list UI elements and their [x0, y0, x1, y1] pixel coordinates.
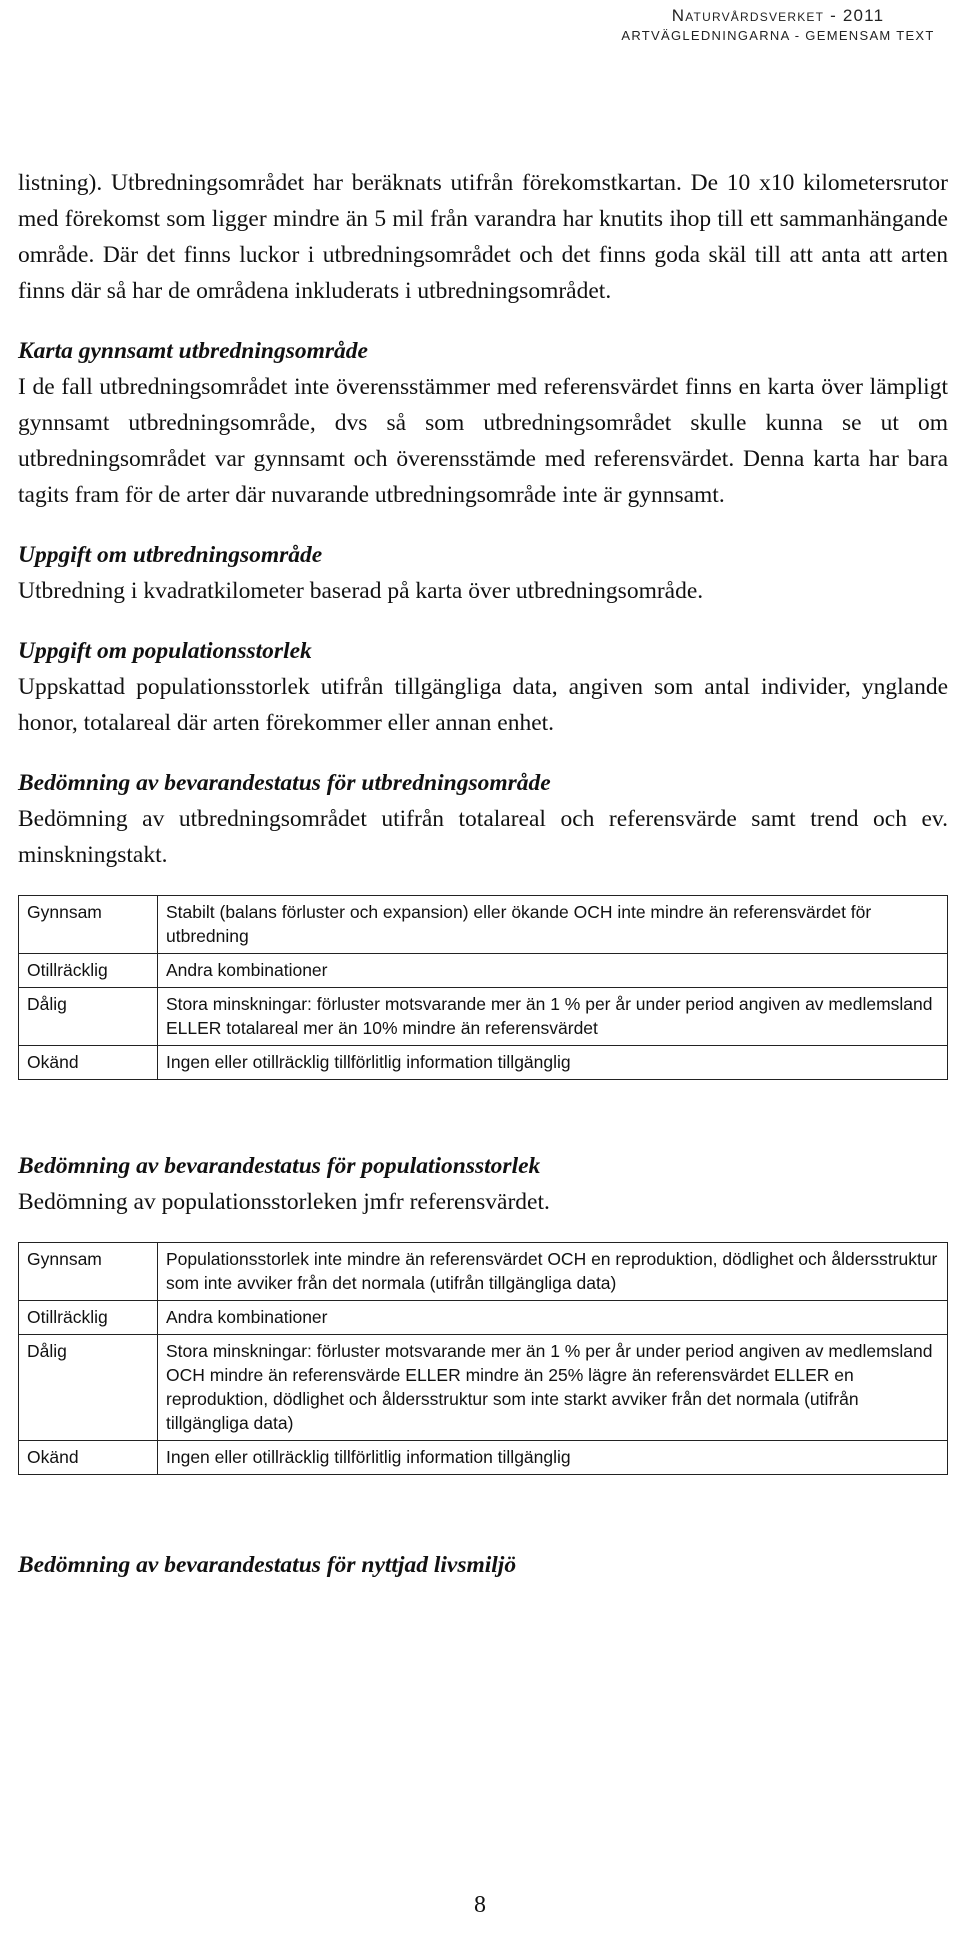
- table-row: [19, 1335, 948, 1441]
- status-table-population: [18, 1242, 948, 1475]
- section-population: [18, 633, 948, 741]
- section-bedomning-livsmiljo: [18, 1547, 948, 1583]
- table-row: [19, 1046, 948, 1080]
- status-label: Dålig: [19, 1335, 158, 1441]
- table-population-wrap: [18, 1242, 948, 1475]
- table-row: [19, 1301, 948, 1335]
- status-label: Gynnsam: [19, 1243, 158, 1301]
- section-utbredning: [18, 537, 948, 609]
- table-row: [19, 954, 948, 988]
- status-description: Stora minskningar: förluster motsvarande mer än 1 % per år under period angiven av medlemsland ELLER totalareal mer än 10% mindre än referensvärdet: [158, 988, 948, 1046]
- status-label: Otillräcklig: [19, 954, 158, 988]
- status-description: Andra kombinationer: [158, 954, 948, 988]
- status-description: Ingen eller otillräcklig tillförlitlig information tillgänglig: [158, 1046, 948, 1080]
- section-heading: Uppgift om populationsstorlek: [18, 638, 312, 664]
- table-row: [19, 896, 948, 954]
- status-description: Stabilt (balans förluster och expansion) eller ökande OCH inte mindre än referensvärdet för utbredning: [158, 896, 948, 954]
- section-karta: [18, 333, 948, 513]
- header-series: ARTVÄGLEDNINGARNA - GEMENSAM TEXT: [621, 28, 935, 43]
- table-utbredning-wrap: [18, 895, 948, 1080]
- section-bedomning-utbredning: [18, 765, 948, 873]
- status-description: Stora minskningar: förluster motsvarande mer än 1 % per år under period angiven av medlemsland OCH mindre än referensvärde ELLER mindre än 25% lägre än referensvärdet ELLER en reproduktion, dödlighet och åldersstruktur som inte starkt avviker från det normala (utifrån tillgängliga data): [158, 1335, 948, 1441]
- status-description: Ingen eller otillräcklig tillförlitlig information tillgänglig: [158, 1441, 948, 1475]
- section-heading: Karta gynnsamt utbredningsområde: [18, 338, 368, 364]
- header-publisher: Naturvårdsverket - 2011: [671, 6, 885, 25]
- document-body: [18, 165, 948, 1583]
- intro-paragraph: listning). Utbredningsområdet har beräknats utifrån förekomstkartan. De 10 x10 kilometersrutor med förekomst som ligger mindre än 5 mil från varandra har knutits ihop till ett sammanhängande område. Där det finns luckor i utbredningsområdet och det finns goda skäl till att anta att arten finns där så har de områdena inkluderats i utbredningsområdet.: [18, 170, 948, 304]
- table-row: [19, 1441, 948, 1475]
- status-label: Okänd: [19, 1046, 158, 1080]
- status-description: Andra kombinationer: [158, 1301, 948, 1335]
- page-number: 8: [474, 1892, 486, 1918]
- table-row: [19, 1243, 948, 1301]
- section-heading: Bedömning av bevarandestatus för utbredningsområde: [18, 770, 551, 796]
- page-header: [618, 6, 938, 43]
- status-label: Dålig: [19, 988, 158, 1046]
- section-bedomning-population: [18, 1148, 948, 1220]
- status-table-utbredning: [18, 895, 948, 1080]
- section-text: Utbredning i kvadratkilometer baserad på karta över utbredningsområde.: [18, 578, 704, 604]
- status-description: Populationsstorlek inte mindre än referensvärdet OCH en reproduktion, dödlighet och åldersstruktur som inte avviker från det normala (utifrån tillgängliga data): [158, 1243, 948, 1301]
- section-text: Uppskattad populationsstorlek utifrån tillgängliga data, angiven som antal individer, ynglande honor, totalareal där arten förekommer eller annan enhet.: [18, 674, 948, 736]
- section-heading: Bedömning av bevarandestatus för nyttjad livsmiljö: [18, 1552, 517, 1578]
- section-text: Bedömning av populationsstorleken jmfr referensvärdet.: [18, 1189, 550, 1215]
- table-row: [19, 988, 948, 1046]
- status-label: Gynnsam: [19, 896, 158, 954]
- status-label: Okänd: [19, 1441, 158, 1475]
- section-heading: Bedömning av bevarandestatus för populationsstorlek: [18, 1153, 541, 1179]
- section-text: Bedömning av utbredningsområdet utifrån totalareal och referensvärde samt trend och ev. minskningstakt.: [18, 806, 948, 868]
- section-heading: Uppgift om utbredningsområde: [18, 542, 323, 568]
- section-text: I de fall utbredningsområdet inte överensstämmer med referensvärdet finns en karta över lämpligt gynnsamt utbredningsområde, dvs så som utbredningsområdet skulle kunna se ut om utbredningsområdet var gynnsamt och överensstämde med referensvärdet. Denna karta har bara tagits fram för de arter där nuvarande utbredningsområde inte är gynnsamt.: [18, 374, 948, 508]
- status-label: Otillräcklig: [19, 1301, 158, 1335]
